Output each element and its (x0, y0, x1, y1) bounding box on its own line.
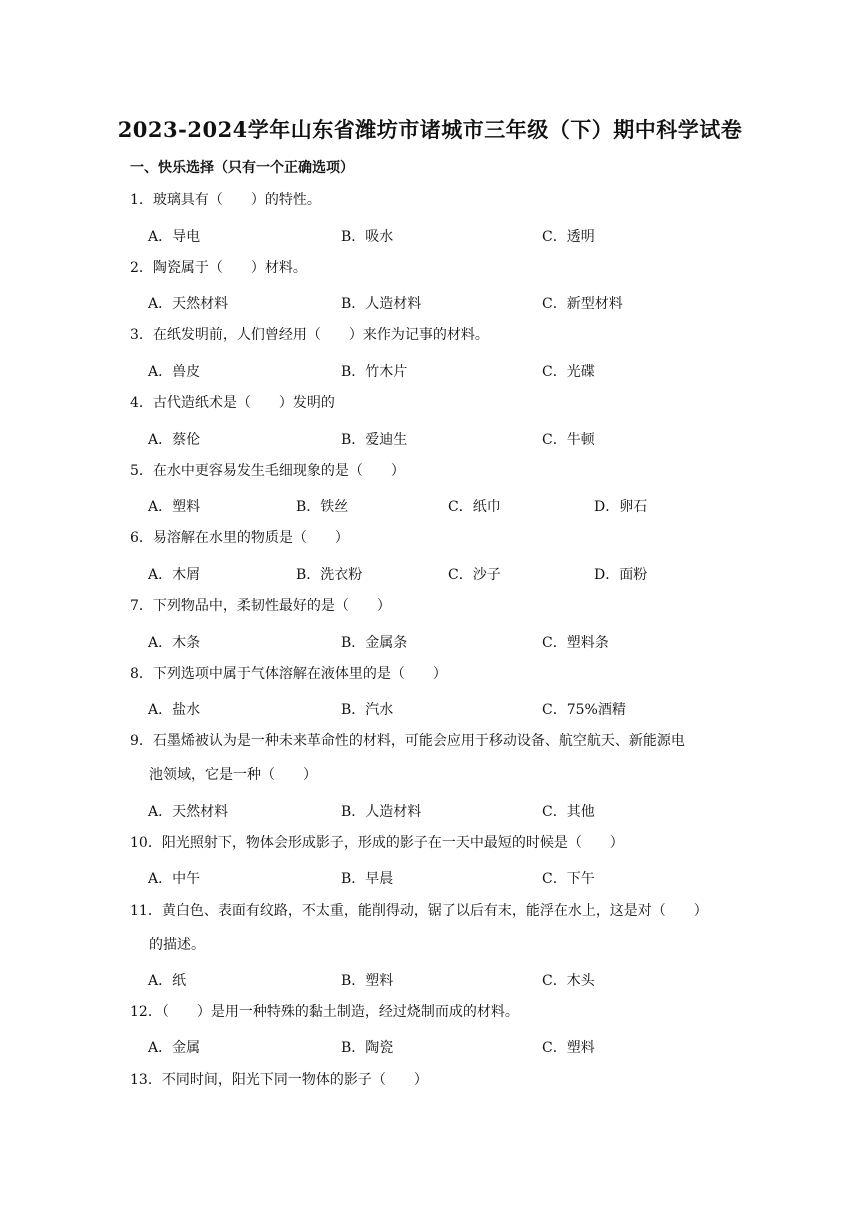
q2-option-a[interactable]: A．天然材料 (148, 296, 229, 312)
q5-option-d[interactable]: D．卵石 (594, 499, 648, 515)
q10-option-a[interactable]: A．中午 (148, 871, 201, 887)
q6-option-a[interactable]: A．木屑 (148, 567, 201, 583)
q7-option-c[interactable]: C．塑料条 (542, 635, 609, 651)
q10-option-c[interactable]: C．下午 (542, 871, 595, 887)
q8-option-c[interactable]: C．75%酒精 (542, 702, 626, 718)
q2-option-c[interactable]: C．新型材料 (542, 296, 623, 312)
question-6: 6．易溶解在水里的物质是（ ） (130, 530, 349, 546)
q2-option-b[interactable]: B．人造材料 (341, 296, 422, 312)
question-9-continued: 池领域，它是一种（ ） (149, 767, 317, 783)
q3-option-b[interactable]: B．竹木片 (341, 364, 408, 380)
question-10: 10．阳光照射下，物体会形成影子，形成的影子在一天中最短的时候是（ ） (130, 835, 624, 851)
question-13: 13．不同时间，阳光下同一物体的影子（ ） (130, 1072, 428, 1088)
q9-option-a[interactable]: A．天然材料 (148, 804, 229, 820)
q4-option-a[interactable]: A．蔡伦 (148, 432, 201, 448)
q12-option-a[interactable]: A．金属 (148, 1040, 201, 1056)
q9-option-c[interactable]: C．其他 (542, 804, 595, 820)
q1-option-a[interactable]: A．导电 (148, 229, 201, 245)
question-7: 7．下列物品中，柔韧性最好的是（ ） (130, 598, 391, 614)
q7-option-a[interactable]: A．木条 (148, 635, 201, 651)
q11-option-a[interactable]: A．纸 (148, 973, 187, 989)
q12-option-b[interactable]: B．陶瓷 (341, 1040, 394, 1056)
question-4: 4．古代造纸术是（ ）发明的 (130, 395, 335, 411)
q3-option-a[interactable]: A．兽皮 (148, 364, 201, 380)
q5-option-c[interactable]: C．纸巾 (448, 499, 501, 515)
q3-option-c[interactable]: C．光碟 (542, 364, 595, 380)
q9-option-b[interactable]: B．人造材料 (341, 804, 422, 820)
q11-option-c[interactable]: C．木头 (542, 973, 595, 989)
question-8: 8．下列选项中属于气体溶解在液体里的是（ ） (130, 666, 447, 682)
page-title: 2023-2024学年山东省潍坊市诸城市三年级（下）期中科学试卷 (117, 117, 743, 142)
question-3: 3．在纸发明前，人们曾经用（ ）来作为记事的材料。 (130, 327, 489, 343)
question-1: 1．玻璃具有（ ）的特性。 (130, 192, 321, 208)
question-11: 11．黄白色、表面有纹路，不太重，能削得动，锯了以后有末，能浮在水上，这是对（ ） (130, 903, 708, 919)
question-9: 9．石墨烯被认为是一种未来革命性的材料，可能会应用于移动设备、航空航天、新能源电 (130, 733, 685, 749)
q6-option-b[interactable]: B．洗衣粉 (296, 567, 363, 583)
q8-option-a[interactable]: A．盐水 (148, 702, 201, 718)
q4-option-b[interactable]: B．爱迪生 (341, 432, 408, 448)
question-12: 12．（ ）是用一种特殊的黏土制造，经过烧制而成的材料。 (130, 1004, 519, 1020)
section-heading: 一、快乐选择（只有一个正确选项） (130, 160, 354, 176)
q7-option-b[interactable]: B．金属条 (341, 635, 408, 651)
q11-option-b[interactable]: B．塑料 (341, 973, 394, 989)
q6-option-d[interactable]: D．面粉 (594, 567, 648, 583)
q5-option-b[interactable]: B．铁丝 (296, 499, 349, 515)
question-2: 2．陶瓷属于（ ）材料。 (130, 260, 307, 276)
q6-option-c[interactable]: C．沙子 (448, 567, 501, 583)
question-5: 5．在水中更容易发生毛细现象的是（ ） (130, 463, 405, 479)
q12-option-c[interactable]: C．塑料 (542, 1040, 595, 1056)
q4-option-c[interactable]: C．牛顿 (542, 432, 595, 448)
q1-option-c[interactable]: C．透明 (542, 229, 595, 245)
question-11-continued: 的描述。 (149, 937, 205, 953)
q10-option-b[interactable]: B．早晨 (341, 871, 394, 887)
q8-option-b[interactable]: B．汽水 (341, 702, 394, 718)
q5-option-a[interactable]: A．塑料 (148, 499, 201, 515)
q1-option-b[interactable]: B．吸水 (341, 229, 394, 245)
